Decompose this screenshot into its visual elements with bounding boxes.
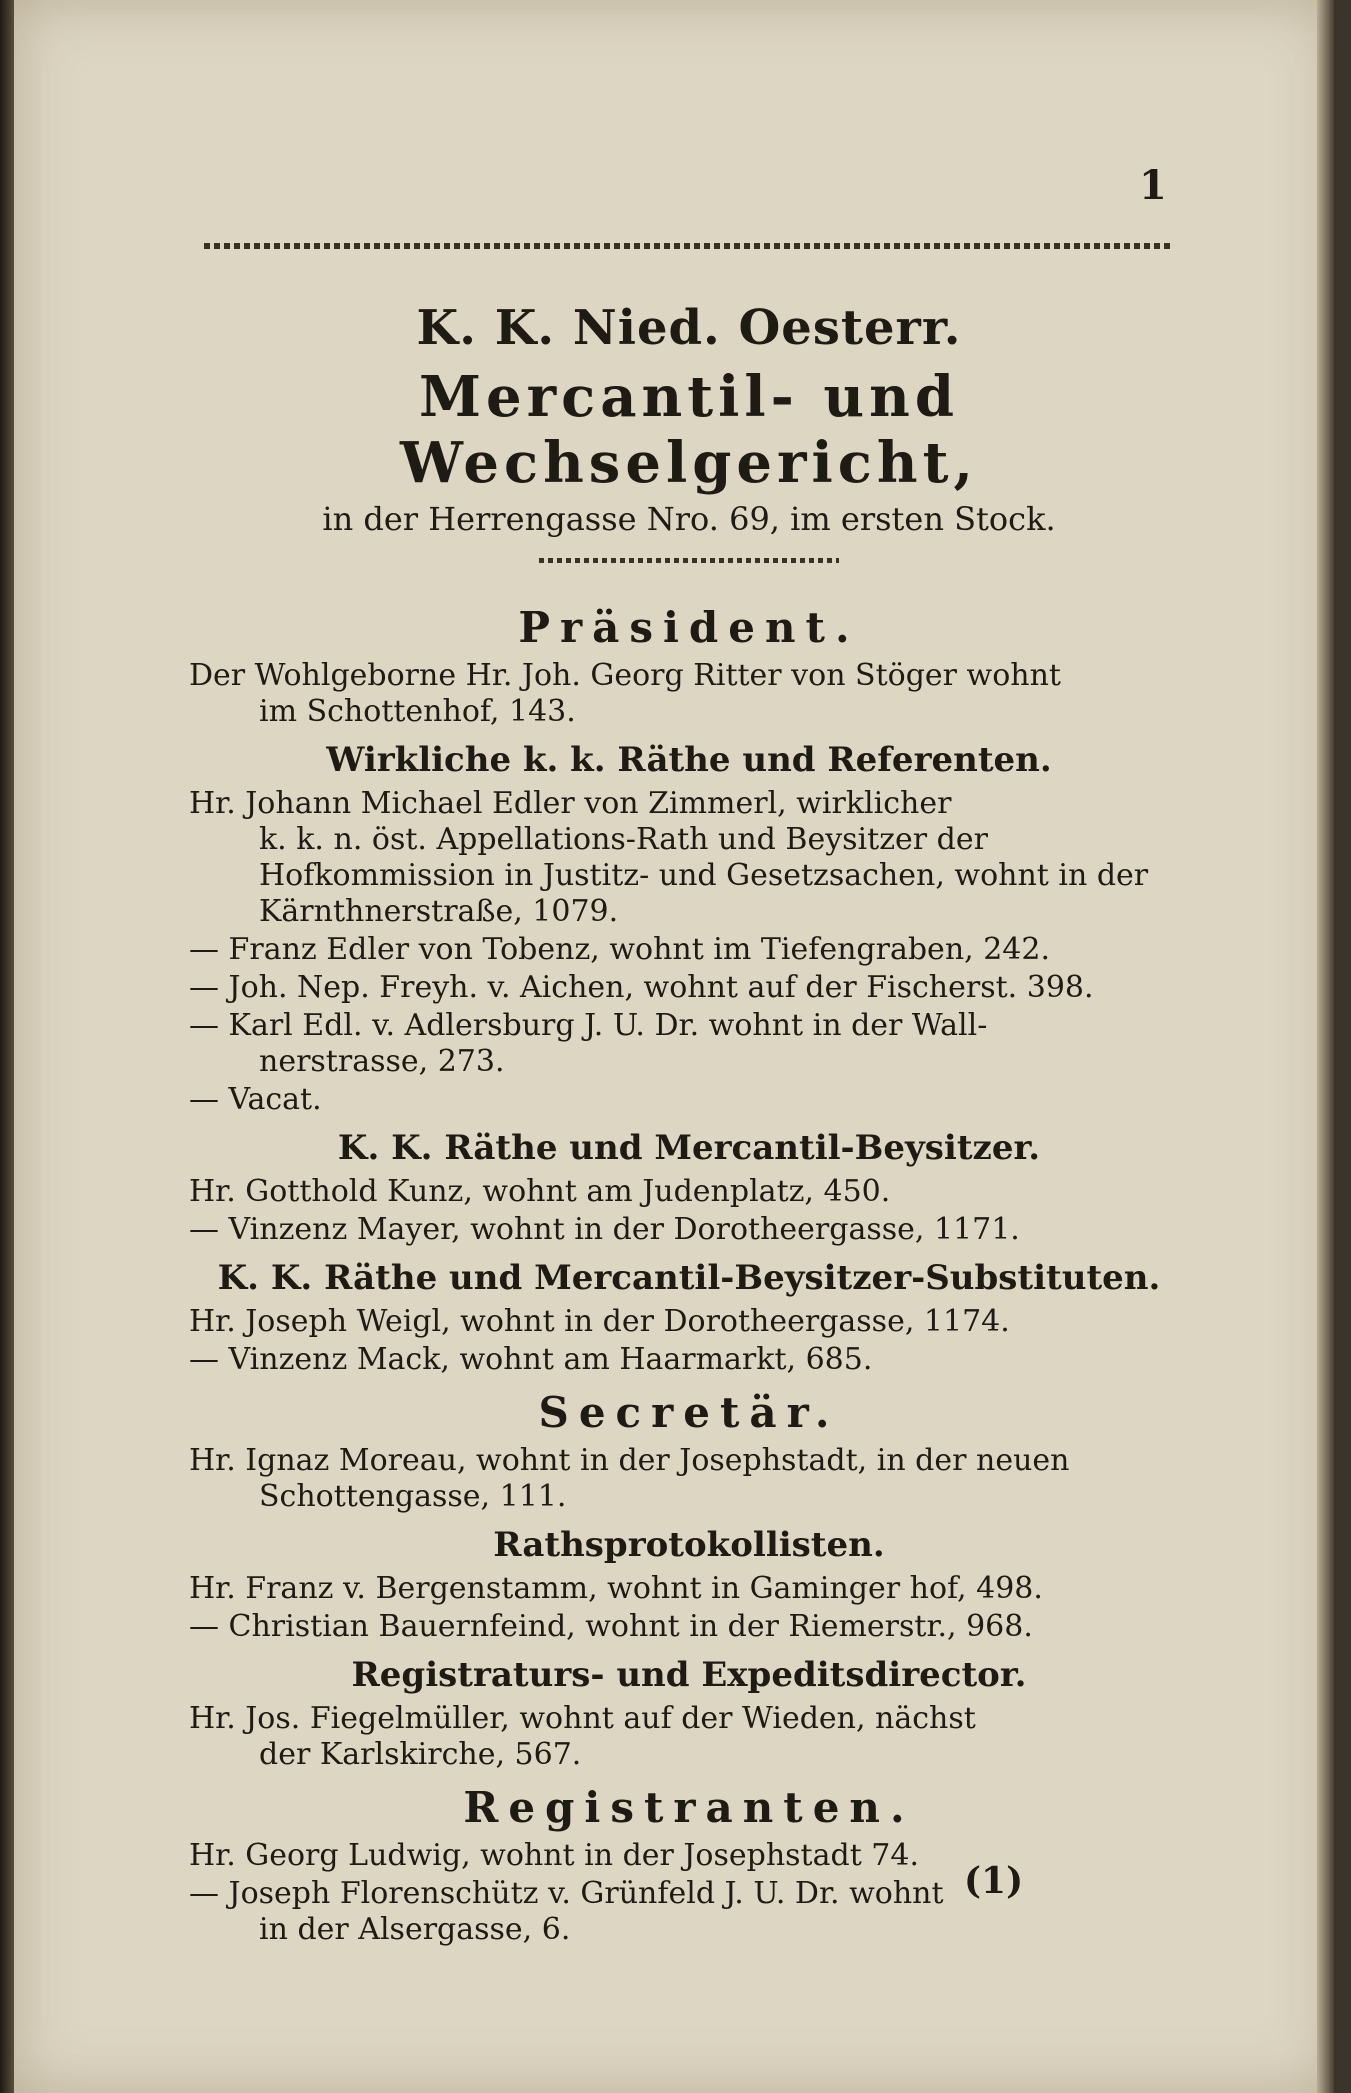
entry-first-line: Hr. Ignaz Moreau, wohnt in der Josephstadt, in der neuen	[189, 1443, 1070, 1478]
section-heading: K. K. Räthe und Mercantil-Beysitzer-Substituten.	[217, 1258, 1161, 1298]
section-heading: Wirkliche k. k. Räthe und Referenten.	[326, 740, 1052, 780]
entry-first-line: — Vinzenz Mayer, wohnt in der Dorotheergasse, 1171.	[189, 1212, 1020, 1247]
section-heading: Registraturs- und Expeditsdirector.	[351, 1655, 1027, 1695]
title-line-3: in der Herrengasse Nro. 69, im ersten Stock.	[322, 500, 1056, 538]
page-content	[189, 300, 1189, 1950]
section-heading: Secretär.	[538, 1388, 840, 1437]
entry-first-line: Hr. Franz v. Bergenstamm, wohnt in Gaminger hof, 498.	[189, 1571, 1043, 1606]
entry	[189, 1304, 1189, 1340]
entry	[189, 1701, 1189, 1773]
entry-continuation: nerstrasse, 273.	[259, 1044, 505, 1079]
entry-first-line: — Joseph Florenschütz v. Grünfeld J. U. Dr. wohnt	[189, 1876, 944, 1911]
book-spine	[0, 0, 14, 2093]
entry-continuation: im Schottenhof, 143.	[259, 694, 576, 729]
entry-first-line: Hr. Gotthold Kunz, wohnt am Judenplatz, 450.	[189, 1174, 891, 1209]
page-edge	[1317, 0, 1334, 2093]
entry-first-line: — Franz Edler von Tobenz, wohnt im Tiefengraben, 242.	[189, 932, 1051, 967]
title-line-1: K. K. Nied. Oesterr.	[416, 300, 962, 356]
section-heading: K. K. Räthe und Mercantil-Beysitzer.	[337, 1128, 1041, 1168]
entry-first-line: — Vinzenz Mack, wohnt am Haarmarkt, 685.	[189, 1342, 873, 1377]
book-page	[14, 0, 1334, 2093]
entry	[189, 1342, 1189, 1378]
entry-first-line: Hr. Johann Michael Edler von Zimmerl, wirklicher	[189, 786, 952, 821]
section-heading: Rathsprotokollisten.	[493, 1525, 885, 1565]
entry	[189, 1443, 1189, 1515]
entry-first-line: Hr. Joseph Weigl, wohnt in der Dorotheergasse, 1174.	[189, 1304, 1010, 1339]
entry	[189, 970, 1189, 1006]
entry-continuation: in der Alsergasse, 6.	[259, 1912, 571, 1947]
entry	[189, 1082, 1189, 1118]
entry	[189, 1609, 1189, 1645]
title-line-2: Mercantil- und Wechselgericht,	[400, 364, 978, 496]
entry	[189, 786, 1189, 930]
entry	[189, 932, 1189, 968]
entry	[189, 1571, 1189, 1607]
entry	[189, 658, 1189, 730]
signature-mark: (1)	[964, 1860, 1024, 1902]
entry-continuation: der Karlskirche, 567.	[259, 1737, 582, 1772]
section-heading: Registranten.	[463, 1783, 915, 1832]
entry-first-line: — Christian Bauernfeind, wohnt in der Riemerstr., 968.	[189, 1609, 1033, 1644]
entry-first-line: — Vacat.	[189, 1082, 322, 1117]
page-number: 1	[1139, 162, 1167, 209]
entry	[189, 1174, 1189, 1210]
entry	[189, 1876, 1189, 1948]
entry-first-line: — Joh. Nep. Freyh. v. Aichen, wohnt auf der Fischerst. 398.	[189, 970, 1094, 1005]
entry-first-line: Der Wohlgeborne Hr. Joh. Georg Ritter von Stöger wohnt	[189, 658, 1061, 693]
title-rule	[539, 558, 839, 563]
sections	[189, 603, 1189, 1948]
entry-first-line: — Karl Edl. v. Adlersburg J. U. Dr. wohnt in der Wall-	[189, 1008, 988, 1043]
entry-first-line: Hr. Georg Ludwig, wohnt in der Josephstadt 74.	[189, 1838, 920, 1873]
entry	[189, 1212, 1189, 1248]
entry-continuation: Schottengasse, 111.	[259, 1479, 567, 1514]
section-heading: Präsident.	[518, 603, 860, 652]
entry-first-line: Hr. Jos. Fiegelmüller, wohnt auf der Wieden, nächst	[189, 1701, 976, 1736]
entry	[189, 1838, 1189, 1874]
entry-continuation: k. k. n. öst. Appellations-Rath und Beysitzer der Hofkommission in Justitz- und Gesetzsachen, wohnt in der Kärnthnerstraße, 1079.	[259, 822, 1149, 929]
top-ornamental-rule	[204, 243, 1174, 249]
entry	[189, 1008, 1189, 1080]
